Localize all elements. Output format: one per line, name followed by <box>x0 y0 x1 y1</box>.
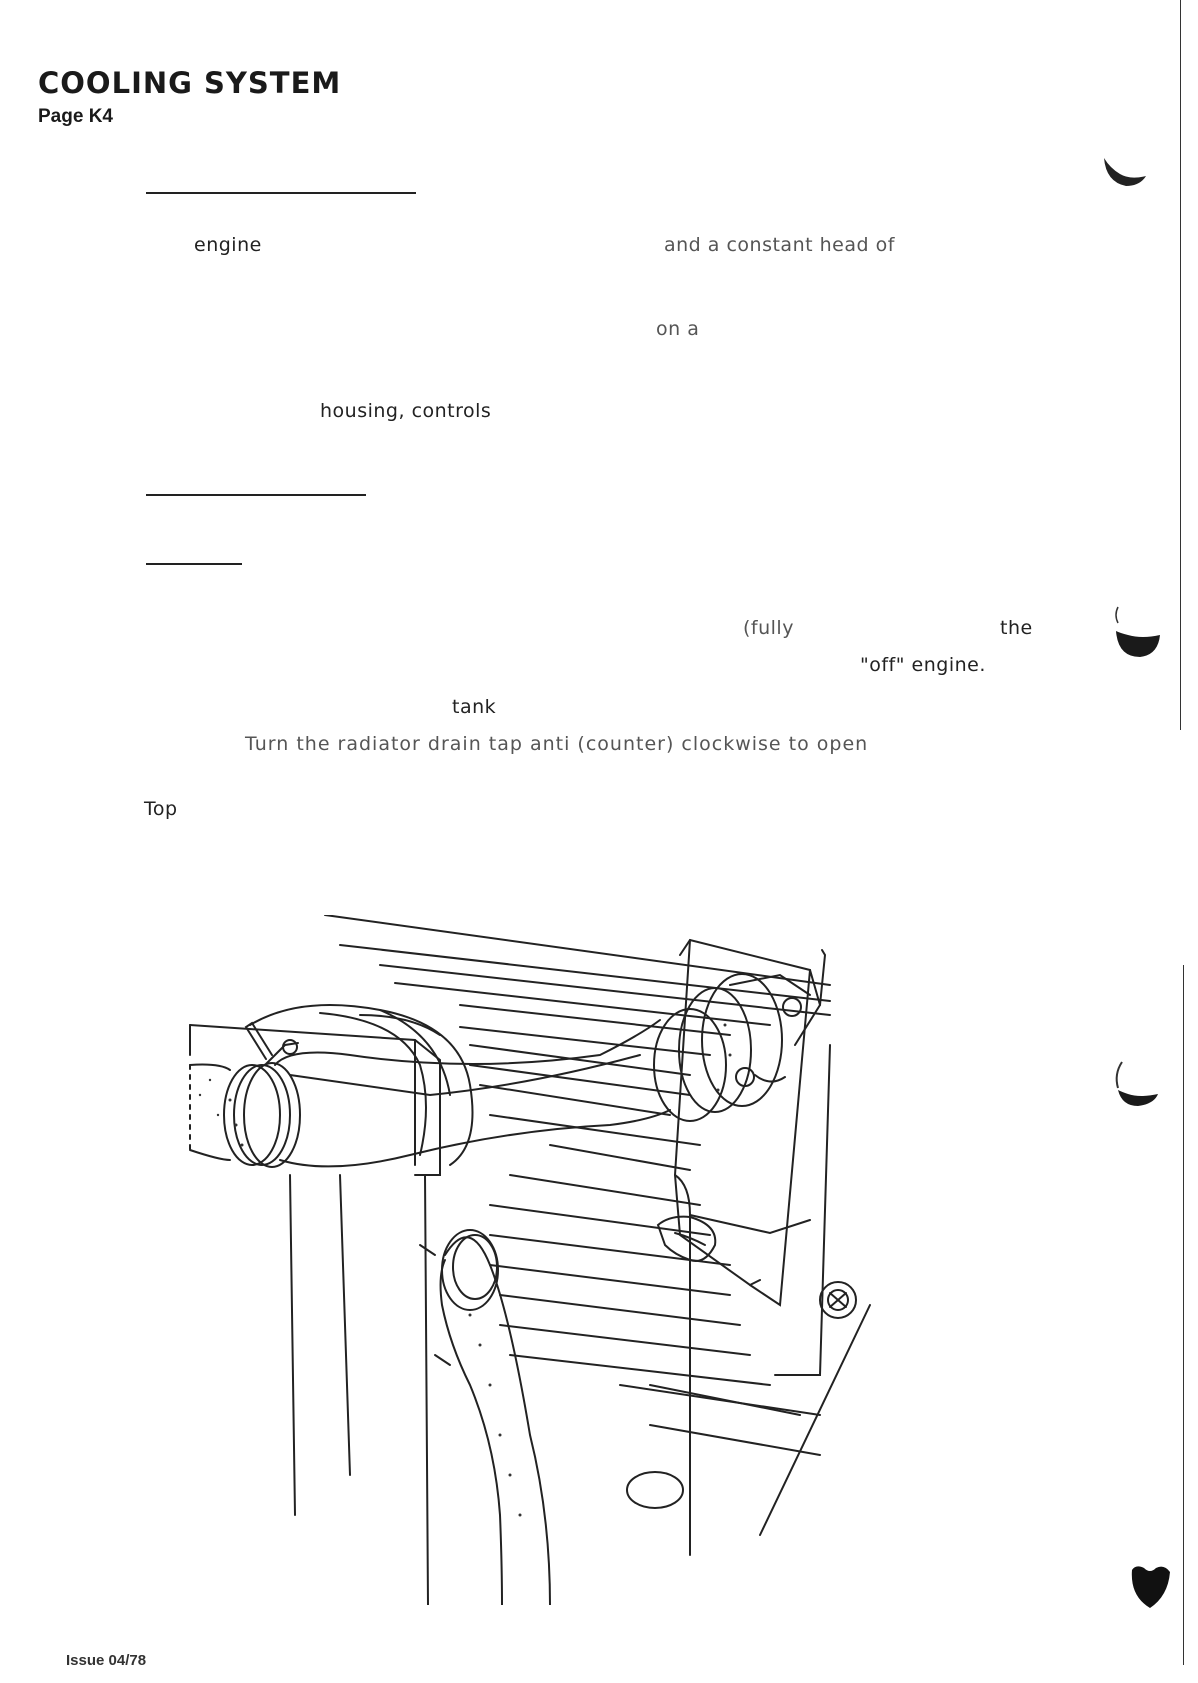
text-the: the <box>1000 617 1033 639</box>
punch-mark-3 <box>1112 1060 1162 1114</box>
text-tank: tank <box>452 696 497 718</box>
issue-footer: Issue 04/78 <box>66 1652 147 1669</box>
punch-mark-2 <box>1112 605 1164 663</box>
text-drain-step: Turn the radiator drain tap anti (counter) clockwise to open <box>245 733 869 755</box>
text-engine: engine <box>194 234 262 256</box>
text-housing-controls: housing, controls <box>320 400 492 422</box>
margin-line-bottom <box>1183 965 1184 1665</box>
section-underline-2 <box>146 494 366 496</box>
text-on-a: on a <box>656 318 700 340</box>
text-top: Top <box>144 798 178 820</box>
punch-mark-4 <box>1128 1560 1172 1612</box>
section-underline-3 <box>146 563 242 565</box>
section-underline-1 <box>146 192 416 194</box>
margin-line-top <box>1180 0 1181 730</box>
text-constant-head: and a constant head of <box>664 234 895 256</box>
page-number: Page K4 <box>38 106 113 127</box>
page-title: COOLING SYSTEM <box>38 66 342 100</box>
punch-mark-1 <box>1100 150 1150 200</box>
text-off-engine: "off" engine. <box>860 654 986 676</box>
radiator-hose-illustration <box>170 915 970 1605</box>
text-fully: (fully <box>743 617 794 639</box>
